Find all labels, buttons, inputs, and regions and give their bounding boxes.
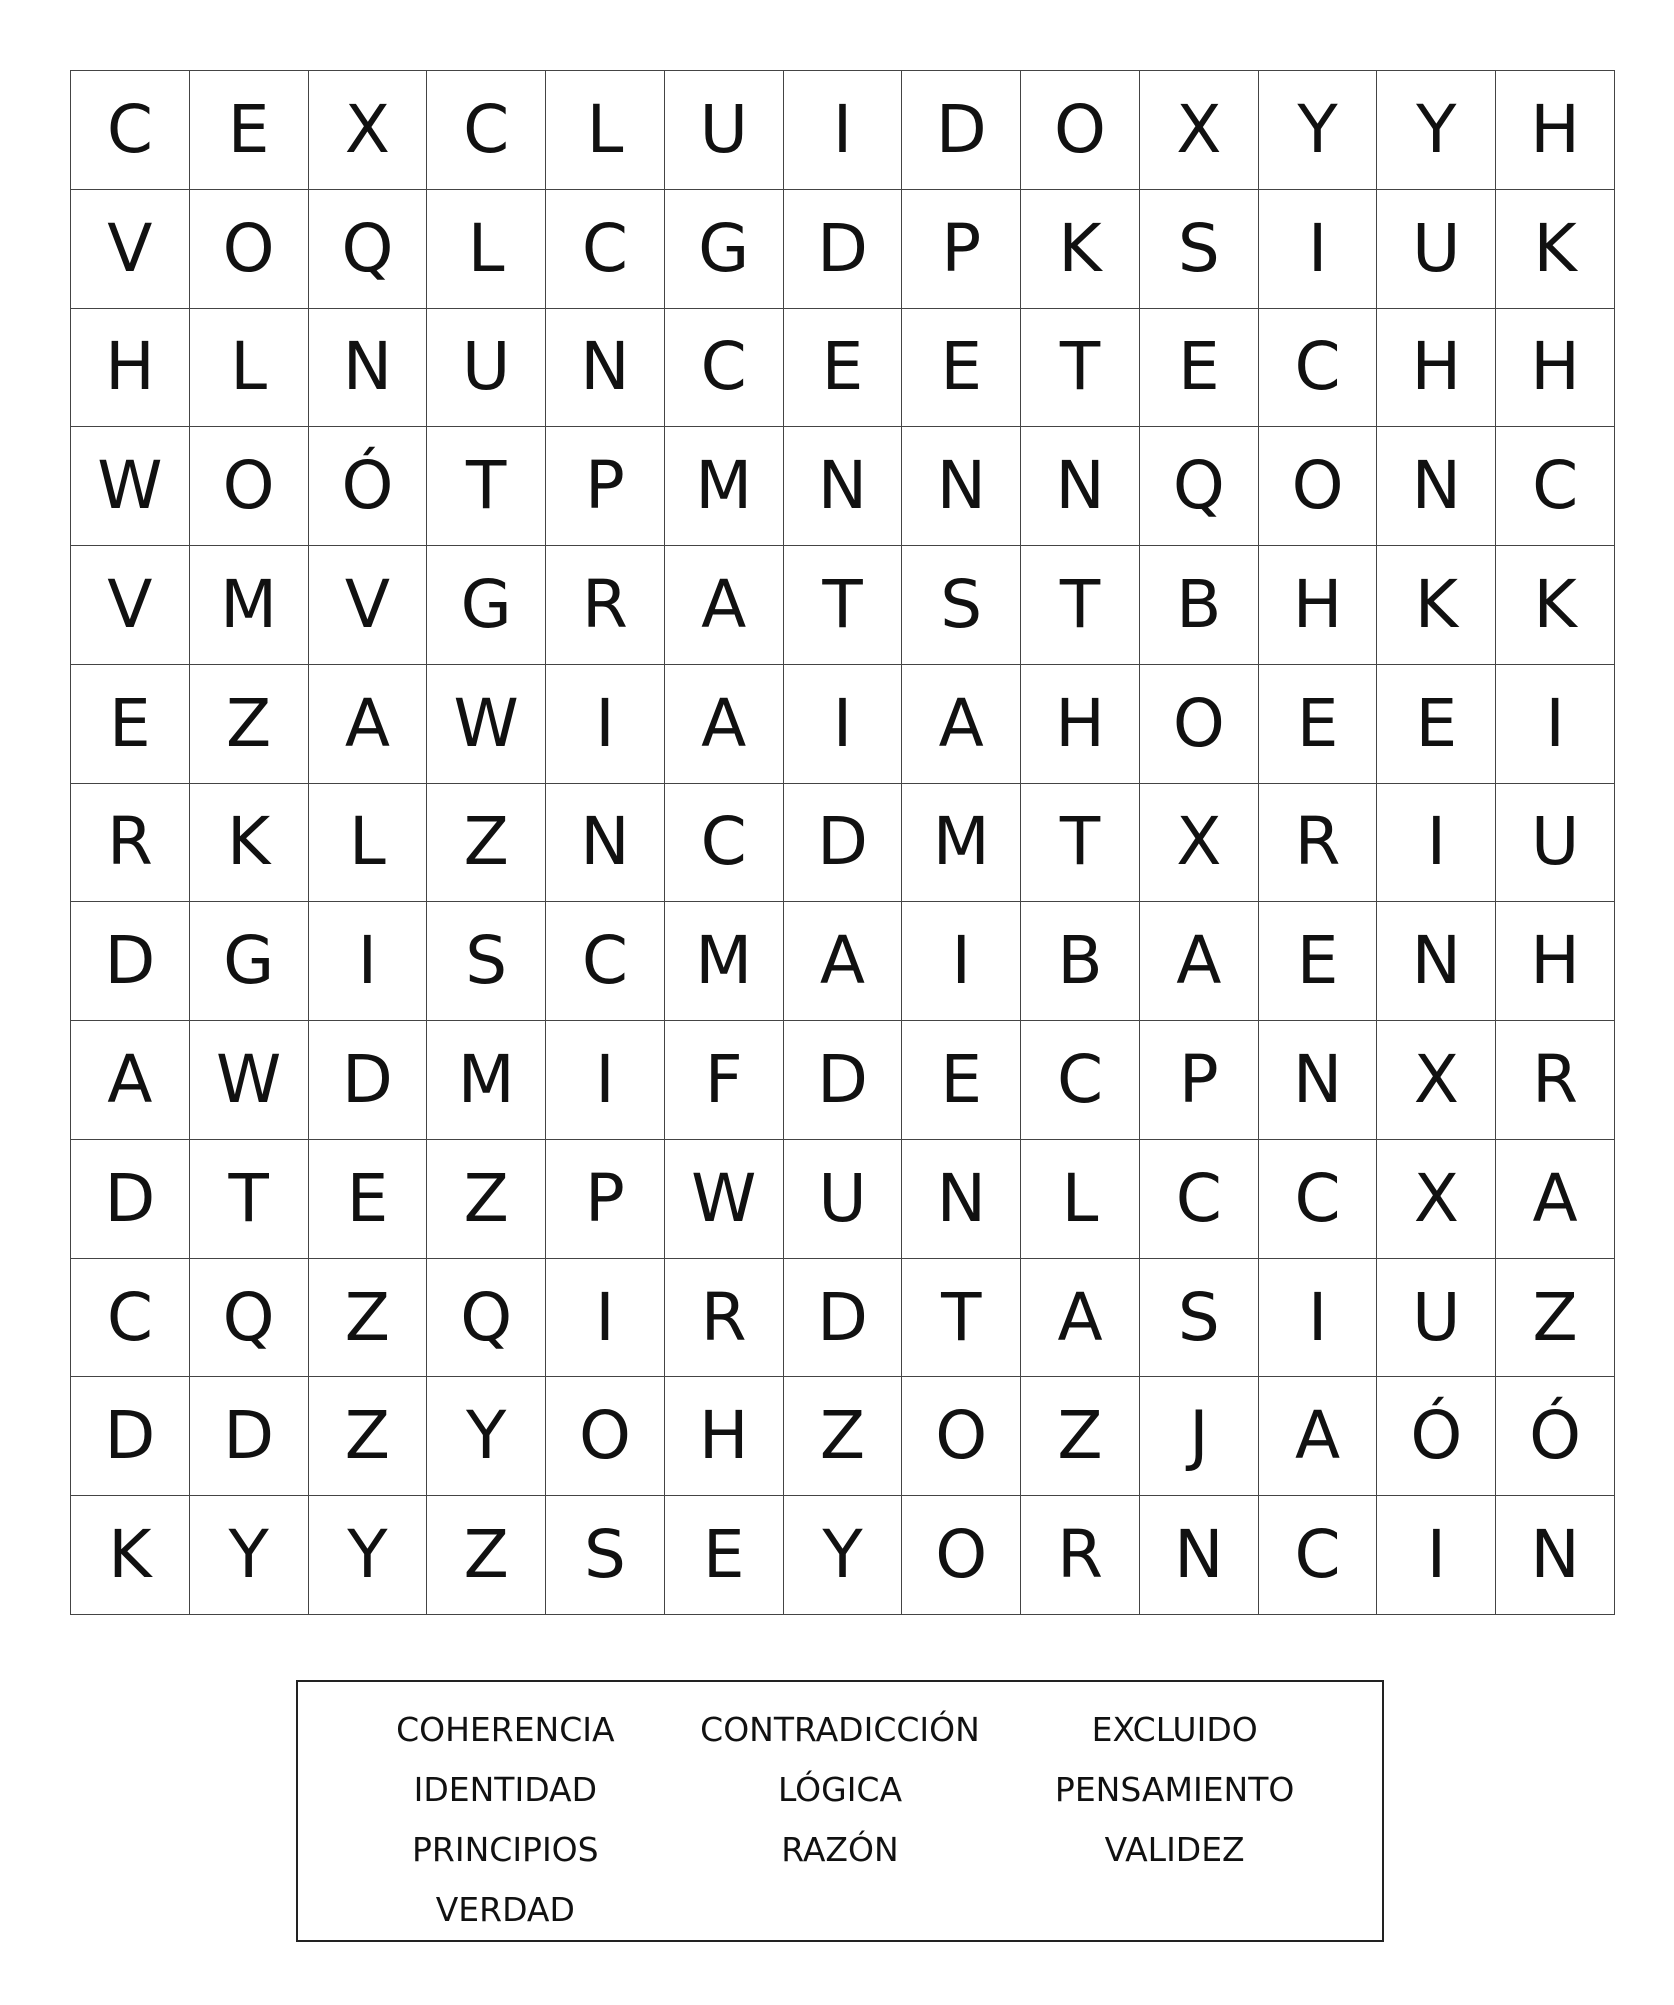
grid-cell[interactable]: T — [190, 1140, 309, 1259]
grid-cell[interactable]: E — [1377, 665, 1496, 784]
grid-cell[interactable]: D — [71, 1377, 190, 1496]
grid-cell[interactable]: A — [1140, 902, 1259, 1021]
grid-cell[interactable]: Q — [427, 1259, 546, 1378]
grid-cell[interactable]: C — [1496, 427, 1615, 546]
grid-cell[interactable]: Ó — [1496, 1377, 1615, 1496]
grid-cell[interactable]: L — [190, 309, 309, 428]
grid-cell[interactable]: S — [902, 546, 1021, 665]
grid-cell[interactable]: S — [546, 1496, 665, 1615]
grid-cell[interactable]: O — [1021, 71, 1140, 190]
word-list-item: EXCLUIDO — [1091, 1710, 1258, 1749]
grid-cell[interactable]: X — [1377, 1021, 1496, 1140]
grid-cell[interactable]: I — [1496, 665, 1615, 784]
grid-cell[interactable]: U — [1377, 1259, 1496, 1378]
grid-cell[interactable]: E — [784, 309, 903, 428]
grid-cell[interactable]: E — [1140, 309, 1259, 428]
grid-cell[interactable]: P — [902, 190, 1021, 309]
grid-cell[interactable]: C — [1021, 1021, 1140, 1140]
grid-cell[interactable]: K — [1021, 190, 1140, 309]
grid-cell[interactable]: S — [1140, 1259, 1259, 1378]
grid-cell[interactable]: O — [546, 1377, 665, 1496]
grid-cell[interactable]: Z — [309, 1259, 428, 1378]
grid-cell[interactable]: C — [1259, 1140, 1378, 1259]
grid-cell[interactable]: V — [71, 190, 190, 309]
grid-cell[interactable]: N — [1377, 427, 1496, 546]
grid-cell[interactable]: Q — [190, 1259, 309, 1378]
grid-cell[interactable]: I — [784, 71, 903, 190]
grid-cell[interactable]: Q — [309, 190, 428, 309]
grid-cell[interactable]: R — [1021, 1496, 1140, 1615]
grid-cell[interactable]: O — [902, 1377, 1021, 1496]
grid-cell[interactable]: I — [546, 1259, 665, 1378]
word-list-item: RAZÓN — [781, 1830, 899, 1869]
grid-cell[interactable]: A — [71, 1021, 190, 1140]
grid-cell[interactable]: Y — [190, 1496, 309, 1615]
grid-cell[interactable]: Z — [190, 665, 309, 784]
grid-cell[interactable]: R — [1259, 784, 1378, 903]
grid-cell[interactable]: E — [1259, 665, 1378, 784]
grid-cell[interactable]: A — [784, 902, 903, 1021]
grid-cell[interactable]: O — [190, 190, 309, 309]
grid-cell[interactable]: N — [784, 427, 903, 546]
grid-cell[interactable]: I — [1259, 190, 1378, 309]
grid-cell[interactable]: O — [1140, 665, 1259, 784]
grid-cell[interactable]: P — [1140, 1021, 1259, 1140]
grid-cell[interactable]: E — [71, 665, 190, 784]
grid-cell[interactable]: Z — [1496, 1259, 1615, 1378]
grid-cell[interactable]: H — [1021, 665, 1140, 784]
grid-cell[interactable]: C — [546, 902, 665, 1021]
grid-cell[interactable]: W — [427, 665, 546, 784]
word-list-item: VERDAD — [435, 1890, 575, 1929]
grid-cell[interactable]: D — [71, 902, 190, 1021]
grid-cell[interactable]: I — [1377, 784, 1496, 903]
grid-cell[interactable]: B — [1140, 546, 1259, 665]
grid-cell[interactable]: P — [546, 427, 665, 546]
grid-cell[interactable]: X — [1140, 71, 1259, 190]
grid-cell[interactable]: O — [190, 427, 309, 546]
grid-cell[interactable]: C — [1259, 1496, 1378, 1615]
grid-cell[interactable]: N — [1140, 1496, 1259, 1615]
grid-cell[interactable]: H — [1377, 309, 1496, 428]
grid-cell[interactable]: Z — [784, 1377, 903, 1496]
grid-cell[interactable]: A — [665, 665, 784, 784]
grid-cell[interactable]: I — [902, 902, 1021, 1021]
grid-cell[interactable]: E — [902, 309, 1021, 428]
grid-cell[interactable]: L — [427, 190, 546, 309]
grid-cell[interactable]: B — [1021, 902, 1140, 1021]
grid-cell[interactable]: N — [1259, 1021, 1378, 1140]
grid-cell[interactable]: A — [665, 546, 784, 665]
grid-cell[interactable]: G — [665, 190, 784, 309]
grid-cell[interactable]: X — [1377, 1140, 1496, 1259]
grid-cell[interactable]: K — [71, 1496, 190, 1615]
word-list-item: VALIDEZ — [1104, 1830, 1245, 1869]
word-list-item: IDENTIDAD — [413, 1770, 598, 1809]
grid-cell[interactable]: U — [1496, 784, 1615, 903]
grid-cell[interactable]: N — [546, 784, 665, 903]
grid-cell[interactable]: H — [1496, 309, 1615, 428]
grid-cell[interactable]: H — [665, 1377, 784, 1496]
word-list-item: CONTRADICCIÓN — [700, 1710, 980, 1749]
grid-cell[interactable]: E — [665, 1496, 784, 1615]
word-list-item: PRINCIPIOS — [412, 1830, 599, 1869]
grid-cell[interactable]: Z — [427, 1496, 546, 1615]
grid-cell[interactable]: C — [1259, 309, 1378, 428]
grid-cell[interactable]: K — [1377, 546, 1496, 665]
grid-cell[interactable]: T — [427, 427, 546, 546]
grid-cell[interactable]: N — [1021, 427, 1140, 546]
grid-cell[interactable]: C — [71, 1259, 190, 1378]
grid-cell[interactable]: N — [902, 427, 1021, 546]
grid-cell[interactable]: T — [1021, 784, 1140, 903]
grid-cell[interactable]: T — [902, 1259, 1021, 1378]
grid-cell[interactable]: U — [665, 71, 784, 190]
grid-cell[interactable]: A — [1496, 1140, 1615, 1259]
grid-cell[interactable]: N — [309, 309, 428, 428]
grid-cell[interactable]: E — [1259, 902, 1378, 1021]
grid-cell[interactable]: U — [427, 309, 546, 428]
grid-cell[interactable]: G — [427, 546, 546, 665]
grid-cell[interactable]: Z — [427, 784, 546, 903]
grid-cell[interactable]: E — [190, 71, 309, 190]
grid-cell[interactable]: H — [1496, 902, 1615, 1021]
grid-cell[interactable]: M — [427, 1021, 546, 1140]
grid-cell[interactable]: L — [309, 784, 428, 903]
grid-cell[interactable]: M — [665, 427, 784, 546]
grid-cell[interactable]: V — [71, 546, 190, 665]
grid-cell[interactable]: I — [1377, 1496, 1496, 1615]
grid-cell[interactable]: Y — [427, 1377, 546, 1496]
grid-cell[interactable]: C — [71, 71, 190, 190]
grid-cell[interactable]: Z — [1021, 1377, 1140, 1496]
grid-cell[interactable]: I — [784, 665, 903, 784]
grid-cell[interactable]: M — [190, 546, 309, 665]
grid-cell[interactable]: O — [902, 1496, 1021, 1615]
grid-cell[interactable]: D — [784, 1021, 903, 1140]
grid-cell[interactable]: V — [309, 546, 428, 665]
grid-cell[interactable]: S — [427, 902, 546, 1021]
grid-cell[interactable]: W — [665, 1140, 784, 1259]
grid-cell[interactable]: F — [665, 1021, 784, 1140]
grid-cell[interactable]: K — [190, 784, 309, 903]
grid-cell[interactable]: R — [71, 784, 190, 903]
grid-cell[interactable]: Z — [427, 1140, 546, 1259]
grid-cell[interactable]: Y — [1259, 71, 1378, 190]
grid-cell[interactable]: U — [1377, 190, 1496, 309]
grid-cell[interactable]: X — [309, 71, 428, 190]
grid-cell[interactable]: D — [784, 190, 903, 309]
grid-cell[interactable]: A — [902, 665, 1021, 784]
grid-cell[interactable]: Z — [309, 1377, 428, 1496]
grid-cell[interactable]: Y — [784, 1496, 903, 1615]
grid-cell[interactable]: R — [546, 546, 665, 665]
grid-cell[interactable]: G — [190, 902, 309, 1021]
grid-cell[interactable]: N — [1496, 1496, 1615, 1615]
grid-cell[interactable]: D — [71, 1140, 190, 1259]
word-list — [296, 1680, 1384, 1942]
grid-cell[interactable]: M — [665, 902, 784, 1021]
grid-cell[interactable]: W — [71, 427, 190, 546]
grid-cell[interactable]: L — [1021, 1140, 1140, 1259]
grid-cell[interactable]: N — [1377, 902, 1496, 1021]
word-list-item: PENSAMIENTO — [1054, 1770, 1295, 1809]
grid-cell[interactable]: W — [190, 1021, 309, 1140]
grid-cell[interactable]: I — [546, 1021, 665, 1140]
grid-cell[interactable]: T — [1021, 309, 1140, 428]
grid-cell[interactable]: O — [1259, 427, 1378, 546]
grid-cell[interactable]: X — [1140, 784, 1259, 903]
grid-cell[interactable]: Ó — [1377, 1377, 1496, 1496]
grid-cell[interactable]: Y — [309, 1496, 428, 1615]
grid-cell[interactable]: M — [902, 784, 1021, 903]
grid-cell[interactable]: N — [546, 309, 665, 428]
grid-cell[interactable]: P — [546, 1140, 665, 1259]
grid-cell[interactable]: E — [309, 1140, 428, 1259]
grid-cell[interactable]: D — [784, 784, 903, 903]
grid-cell[interactable]: U — [784, 1140, 903, 1259]
letter-grid — [70, 70, 1615, 1615]
grid-cell[interactable]: D — [784, 1259, 903, 1378]
grid-cell[interactable]: A — [1021, 1259, 1140, 1378]
grid-cell[interactable]: D — [309, 1021, 428, 1140]
grid-cell[interactable]: N — [902, 1140, 1021, 1259]
grid-cell[interactable]: E — [902, 1021, 1021, 1140]
grid-cell[interactable]: Ó — [309, 427, 428, 546]
grid-cell[interactable]: C — [665, 309, 784, 428]
grid-cell[interactable]: A — [309, 665, 428, 784]
grid-cell[interactable]: T — [1021, 546, 1140, 665]
grid-cell[interactable]: H — [1496, 71, 1615, 190]
grid-cell[interactable]: K — [1496, 190, 1615, 309]
word-list-item: COHERENCIA — [396, 1710, 615, 1749]
grid-cell[interactable]: D — [902, 71, 1021, 190]
grid-cell[interactable]: C — [546, 190, 665, 309]
grid-cell[interactable]: A — [1259, 1377, 1378, 1496]
grid-cell[interactable]: H — [71, 309, 190, 428]
grid-cell[interactable]: C — [665, 784, 784, 903]
grid-cell[interactable]: Y — [1377, 71, 1496, 190]
grid-cell[interactable]: I — [309, 902, 428, 1021]
grid-cell[interactable]: I — [546, 665, 665, 784]
grid-cell[interactable]: R — [665, 1259, 784, 1378]
grid-cell[interactable]: S — [1140, 190, 1259, 309]
grid-cell[interactable]: C — [427, 71, 546, 190]
grid-cell[interactable]: I — [1259, 1259, 1378, 1378]
grid-cell[interactable]: C — [1140, 1140, 1259, 1259]
grid-cell[interactable]: J — [1140, 1377, 1259, 1496]
grid-cell[interactable]: Q — [1140, 427, 1259, 546]
grid-cell[interactable]: T — [784, 546, 903, 665]
grid-cell[interactable]: H — [1259, 546, 1378, 665]
grid-cell[interactable]: K — [1496, 546, 1615, 665]
grid-cell[interactable]: L — [546, 71, 665, 190]
word-list-item: LÓGICA — [777, 1770, 903, 1809]
grid-cell[interactable]: D — [190, 1377, 309, 1496]
grid-cell[interactable]: R — [1496, 1021, 1615, 1140]
